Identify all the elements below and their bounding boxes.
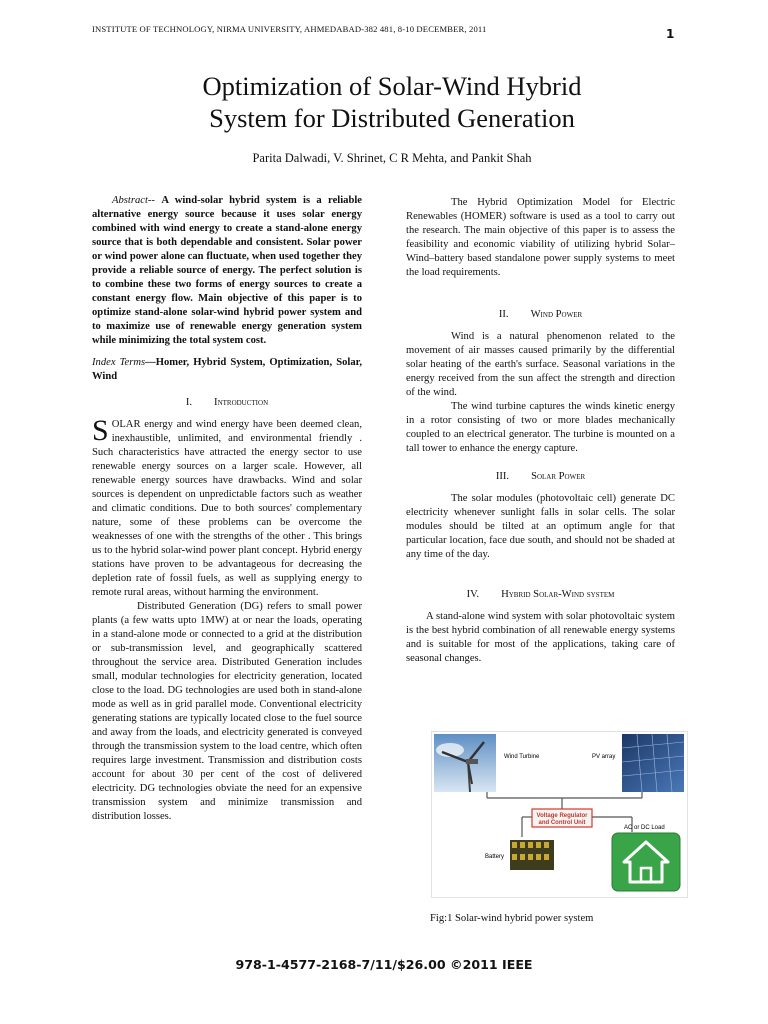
label-load: AC or DC Load bbox=[624, 825, 665, 831]
title-line-1: Optimization of Solar-Wind Hybrid bbox=[202, 71, 582, 101]
authors: Parita Dalwadi, V. Shrinet, C R Mehta, and Pankit Shah bbox=[252, 151, 532, 165]
section-title: Hybrid Solar-Wind system bbox=[501, 589, 615, 600]
figure-diagram bbox=[432, 732, 687, 897]
figure-caption: Fig:1 Solar-wind hybrid power system bbox=[430, 913, 594, 924]
hybrid-paragraph-1: A stand-alone wind system with solar photovoltaic system is the best hybrid combination of all renewable energy systems and is suitable for most of the applications, taking care of seasonal changes. bbox=[406, 611, 675, 664]
battery-image bbox=[510, 840, 554, 870]
section-heading-wind-power bbox=[406, 308, 675, 322]
wind-paragraph-1: Wind is a natural phenomenon related to the movement of air masses caused primarily by the differential solar heating of the earth's surface. Seasonal variations in the energy received from the sun affect the strength and direction of the wind. bbox=[406, 331, 675, 398]
page-number: 1 bbox=[666, 27, 675, 41]
section-number: IV. bbox=[466, 589, 480, 600]
label-control-2: and Control Unit bbox=[538, 820, 586, 826]
solar-paragraph-1: The solar modules (photovoltaic cell) generate DC electricity whenever sunlight falls in solar cells. The solar modules should be tilted at an optimum angle for that particular location, face due south, and should not be shaded at any time of the day. bbox=[406, 493, 675, 560]
section-number: I. bbox=[185, 397, 193, 408]
right-column bbox=[406, 196, 675, 666]
intro-lead: OLAR bbox=[111, 419, 141, 430]
abstract-label: Abstract bbox=[112, 195, 148, 206]
title-line-2: System for Distributed Generation bbox=[209, 103, 575, 133]
homer-paragraph: The Hybrid Optimization Model for Electric Renewables (HOMER) software is used as a tool to carry out the research. The main objective of this paper is to assess the feasibility and economic viability of utilizing hybrid Solar–Wind–battery based standalone power supply systems to meet the load requirements. bbox=[406, 197, 675, 278]
abstract-dash: -- bbox=[147, 195, 162, 206]
section-title: Solar Power bbox=[531, 471, 586, 482]
hybrid-system-figure bbox=[431, 731, 688, 898]
label-wind-turbine: Wind Turbine bbox=[504, 754, 540, 760]
label-pv-array: PV array bbox=[592, 754, 616, 760]
drop-cap: S bbox=[92, 414, 109, 447]
abstract-text: A wind-solar hybrid system is a reliable alternative energy source because it uses solar energy combined with wind energy to create a stand-alone energy source that is both dependable and consistent. Solar power or wind power alone can fluctuate, when used together they provide a reliable source of energy. The perfect solution is to combine these two forms of energy sources to create a constant energy flow. Main objective of this paper is to optimize stand-alone solar-wind hybrid power system and to maximize use of renewable energy generation system while minimizing the total system cost. bbox=[92, 195, 362, 346]
house-icon bbox=[612, 833, 680, 891]
copyright-footer: 978-1-4577-2168-7/11/$26.00 ©2011 IEEE bbox=[235, 957, 533, 972]
section-heading-introduction bbox=[92, 396, 362, 410]
control-unit-box bbox=[532, 809, 592, 827]
paper-title bbox=[92, 70, 692, 134]
label-battery: Battery bbox=[484, 854, 504, 860]
section-heading-hybrid bbox=[406, 588, 675, 602]
index-terms-text: —Homer, Hybrid System, Optimization, Solar, Wind bbox=[92, 357, 362, 382]
index-terms-label: Index Terms bbox=[92, 357, 146, 368]
left-column bbox=[92, 194, 362, 824]
intro-paragraph-1 bbox=[92, 414, 362, 600]
index-terms bbox=[92, 356, 362, 384]
running-head: INSTITUTE OF TECHNOLOGY, NIRMA UNIVERSITY, AHMEDABAD-382 481, 8-10 DECEMBER, 2011 bbox=[92, 24, 487, 34]
wind-turbine-image bbox=[434, 734, 496, 792]
intro-text-1: energy and wind energy have been deemed clean, inexhaustible, unlimited, and environmental friendly . Such characteristics have attracted the energy sector to use renewable energy sources on a larger scale. However, all renewable energy sources have drawbacks. Wind and solar sources is dependent on unpredictable factors such as weather and climatic conditions. Due to both sources' complementary nature, some of these problems can be overcome the weaknesses of one with the strengths of the other . This brings us to the hybrid solar-wind power plant concept. Hybrid energy stations have proven to be advantageous for decreasing the depletion rate of fossil fuels, as well as supplying energy to remote rural areas, without harming the environment. bbox=[92, 419, 362, 598]
pv-array-image bbox=[622, 734, 684, 792]
wind-paragraph-2: The wind turbine captures the winds kinetic energy in a rotor consisting of two or more blades mechanically coupled to an electrical generator. The turbine is mounted on a tall tower to enhance the energy capture. bbox=[406, 401, 675, 454]
section-number: II. bbox=[498, 309, 509, 320]
intro-paragraph-2: Distributed Generation (DG) refers to small power plants (a few watts upto 1MW) at or near the loads, operating in a stand-alone mode or connected to a grid at the distribution or sub-transmission level, and geographically scattered throughout the service area. Distributed Generation includes small, modular technologies for electricity generation, located close to the load. DG technologies are used both in stand-alone mode as well as in grid parallel mode. Conventional electricity generating stations are typically located close to the fuel source and away from the loads, and electricity generated is conveyed through the transmission system to the load centre, which often requires large investment. Transmission and distribution costs account for about 30 per cent of the cost of delivered electricity. DG technologies obviate the need for an expensive transmission system and minimize transmission and distribution losses. bbox=[92, 601, 362, 822]
section-title: Wind Power bbox=[530, 309, 583, 320]
label-control-1: Voltage Regulator bbox=[536, 813, 588, 819]
section-number: III. bbox=[495, 471, 510, 482]
section-title: Introduction bbox=[214, 397, 269, 408]
section-heading-solar-power bbox=[406, 470, 675, 484]
abstract bbox=[92, 194, 362, 348]
